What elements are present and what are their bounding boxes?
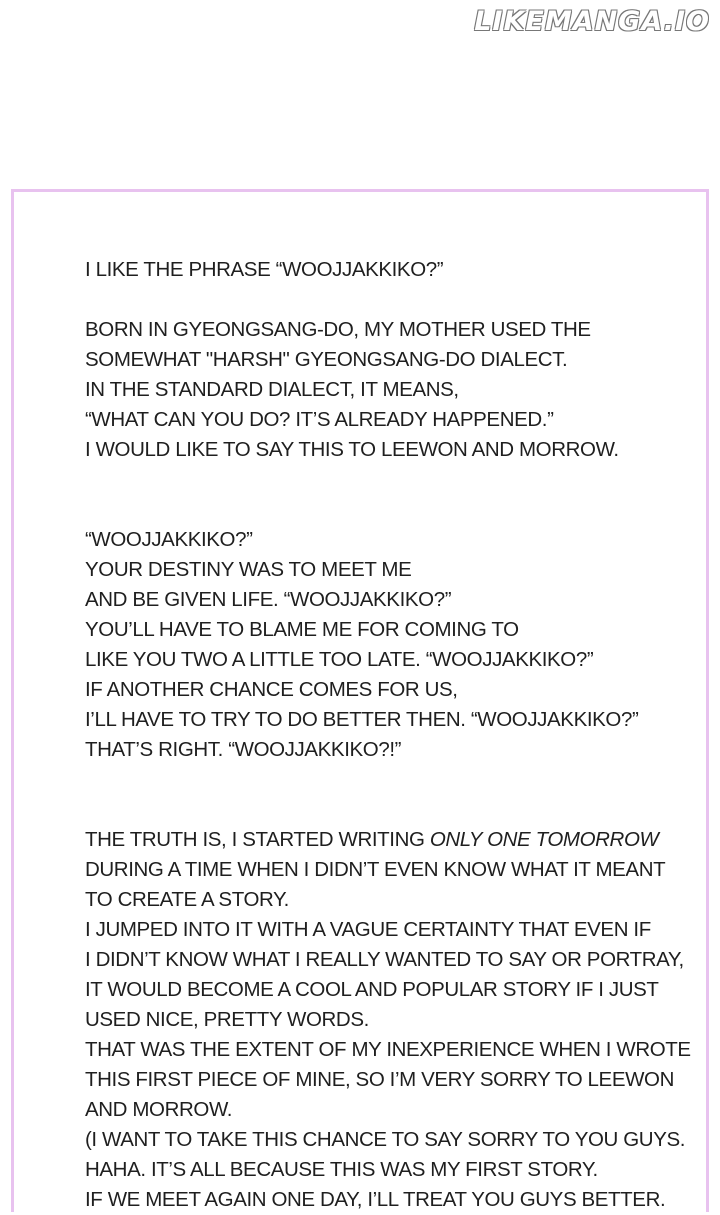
paragraph-gap: [85, 285, 685, 315]
note-line: THAT WAS THE EXTENT OF MY INEXPERIENCE WHEN I WROTE: [85, 1038, 691, 1061]
note-line: “WHAT CAN YOU DO? IT’S ALREADY HAPPENED.”: [85, 408, 554, 431]
note-line: I DIDN’T KNOW WHAT I REALLY WANTED TO SAY OR PORTRAY,: [85, 948, 684, 971]
paragraph-gap: [85, 495, 685, 525]
note-line: TO CREATE A STORY.: [85, 888, 289, 911]
note-line: DURING A TIME WHEN I DIDN’T EVEN KNOW WHAT IT MEANT: [85, 858, 666, 881]
note-line: THIS FIRST PIECE OF MINE, SO I’M VERY SORRY TO LEEWON: [85, 1068, 674, 1091]
note-line: AND BE GIVEN LIFE. “WOOJJAKKIKO?”: [85, 588, 452, 611]
site-watermark: LIKEMANGA.IO: [474, 6, 710, 37]
note-line: I JUMPED INTO IT WITH A VAGUE CERTAINTY THAT EVEN IF: [85, 918, 651, 941]
note-line: SOMEWHAT "HARSH" GYEONGSANG-DO DIALECT.: [85, 348, 568, 371]
story-title: ONLY ONE TOMORROW: [429, 828, 659, 851]
note-line: I WOULD LIKE TO SAY THIS TO LEEWON AND MORROW.: [85, 438, 619, 461]
note-line: “WOOJJAKKIKO?”: [85, 528, 253, 551]
note-line-prefix: THE TRUTH IS, I STARTED WRITING: [85, 828, 430, 851]
paragraph-gap: [85, 795, 685, 825]
author-note-text: [85, 255, 691, 1215]
note-line: IN THE STANDARD DIALECT, IT MEANS,: [85, 378, 459, 401]
note-line: LIKE YOU TWO A LITTLE TOO LATE. “WOOJJAKKIKO?”: [85, 648, 594, 671]
paragraph-gap: [85, 465, 685, 495]
note-line: IF WE MEET AGAIN ONE DAY, I’LL TREAT YOU GUYS BETTER.: [85, 1188, 666, 1211]
note-line: IT WOULD BECOME A COOL AND POPULAR STORY IF I JUST: [85, 978, 659, 1001]
paragraph-gap: [85, 765, 685, 795]
note-line: IF ANOTHER CHANCE COMES FOR US,: [85, 678, 458, 701]
note-line: (I WANT TO TAKE THIS CHANCE TO SAY SORRY TO YOU GUYS.: [85, 1128, 686, 1151]
note-line: THAT’S RIGHT. “WOOJJAKKIKO?!”: [85, 738, 402, 761]
note-line: I’LL HAVE TO TRY TO DO BETTER THEN. “WOOJJAKKIKO?”: [85, 708, 639, 731]
note-line: HAHA. IT’S ALL BECAUSE THIS WAS MY FIRST STORY.: [85, 1158, 598, 1181]
note-line: I LIKE THE PHRASE “WOOJJAKKIKO?”: [85, 258, 444, 281]
note-line: AND MORROW.: [85, 1098, 233, 1121]
note-line: BORN IN GYEONGSANG-DO, MY MOTHER USED THE: [85, 318, 591, 341]
note-line: [85, 825, 685, 855]
note-line: USED NICE, PRETTY WORDS.: [85, 1008, 369, 1031]
note-line: YOU’LL HAVE TO BLAME ME FOR COMING TO: [85, 618, 519, 641]
note-line: YOUR DESTINY WAS TO MEET ME: [85, 558, 412, 581]
